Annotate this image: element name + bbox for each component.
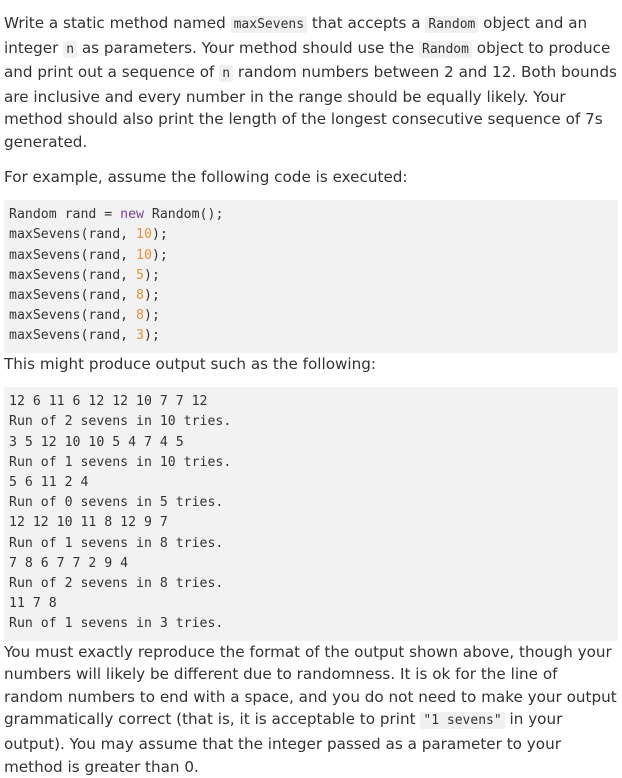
output-line: 11 7 8 [9,596,57,612]
output-lead-text: This might produce output such as the following: [4,354,377,373]
intro-text: that accepts a [307,14,426,32]
method-name-code: maxSevens [231,16,307,33]
code-text: maxSevens(rand, [9,227,137,243]
closing-text: You must exactly reproduce the format of the output shown above, though your numbers will likely be different due to randomness. It is ok for the line of random numbers to end with a space, and you do not need to make your output grammatically correct (that is, it is acceptable to print [4,642,617,729]
output-line: 3 5 12 10 10 5 4 7 4 5 [9,434,184,450]
output-line: 5 6 11 2 4 [9,474,89,490]
code-text: Random(); [143,207,224,223]
code-line [9,227,168,242]
code-line [9,308,160,323]
code-line [9,248,168,263]
code-text: ); [144,308,160,324]
example-lead-text: For example, assume the following code is executed: [4,167,408,186]
code-line [9,288,160,303]
number-literal: 8 [136,287,144,303]
output-line: Run of 1 sevens in 8 tries. [9,535,224,551]
intro-text: object to produce and print out a sequence of [4,38,611,82]
number-literal: 10 [136,227,152,243]
intro-text: object and an integer [4,14,588,57]
code-line [9,207,223,222]
number-literal: 5 [136,267,144,283]
code-text: ); [151,227,168,243]
output-line: Run of 1 sevens in 3 tries. [9,616,224,632]
intro-text: Write a static method named [4,14,231,32]
output-line: 7 8 6 7 7 2 9 4 [9,555,129,571]
code-text: maxSevens(rand, [9,287,137,303]
output-line: 12 12 10 11 8 12 9 7 [9,515,168,531]
code-line [9,328,160,343]
sevens-string-code: "1 sevens" [420,712,504,729]
code-text: ); [144,267,160,283]
code-text: maxSevens(rand, [9,247,137,263]
code-text: ); [144,328,160,344]
intro-text: as parameters. Your method should use the [77,38,419,57]
output-line: Run of 0 sevens in 5 tries. [9,495,224,511]
closing-text: in your output). You may assume that the integer passed as a parameter to your method is greater than 0. [4,710,563,776]
param-n-code: n [219,65,233,82]
output-line: Run of 2 sevens in 8 tries. [9,576,224,591]
random-class-code: Random [425,16,478,33]
output-line: Run of 1 sevens in 10 tries. [9,454,232,470]
code-text: ); [151,247,168,263]
code-line [9,268,160,283]
example-output-block [4,387,618,640]
code-text: maxSevens(rand, [9,328,137,344]
closing-paragraph [4,641,618,778]
code-text: maxSevens(rand, [9,308,137,324]
number-literal: 10 [136,247,152,263]
number-literal: 8 [136,308,144,324]
keyword-new: new [120,207,144,223]
code-text: Random rand = [9,207,121,223]
random-class-code: Random [419,41,472,58]
intro-text: random numbers between 2 and 12. Both bounds are inclusive and every number in the range should be equally likely. Your method should also print the length of the longest consecutive sequence of 7s generated. [4,63,617,151]
code-text: ); [144,287,160,303]
example-code-block [4,200,618,352]
number-literal: 3 [136,328,144,344]
output-line: Run of 2 sevens in 10 tries. [9,414,232,430]
param-n-code: n [63,41,77,58]
output-line: 12 6 11 6 12 12 10 7 7 12 [9,394,208,410]
intro-paragraph [4,12,618,154]
code-text: maxSevens(rand, [9,267,137,283]
